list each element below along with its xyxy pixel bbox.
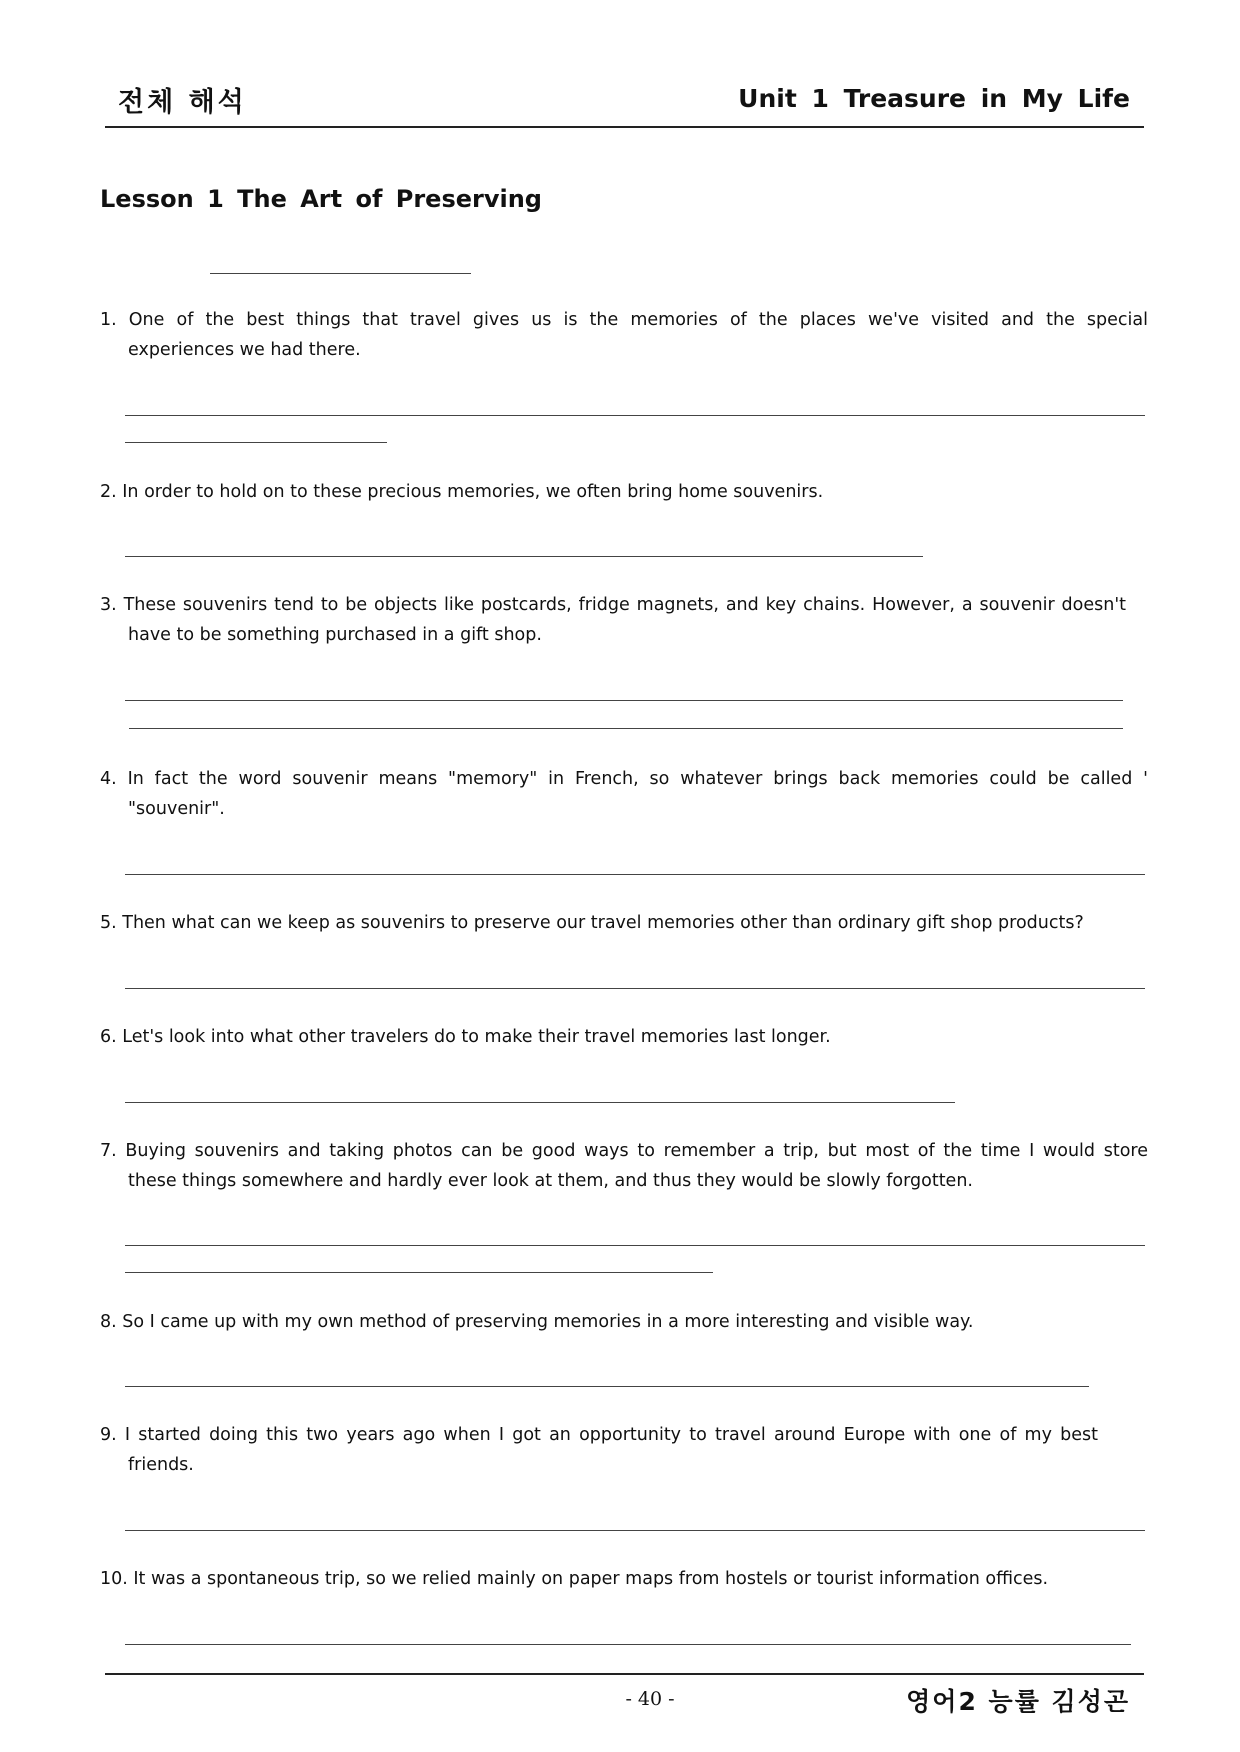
translation-blank-line[interactable] [125, 1102, 955, 1103]
translation-blank-line[interactable] [125, 442, 387, 443]
header-section-title: 전체 해석 [118, 87, 247, 118]
sentence-item-8 [100, 1307, 1148, 1337]
sentence-item-2 [100, 477, 1148, 507]
translation-blank-line[interactable] [125, 988, 1145, 989]
lesson-title: Lesson 1 The Art of Preserving [100, 185, 542, 213]
footer-author: 영어2 능률 김성곤 [906, 1687, 1130, 1716]
sentence-line: 1. One of the best things that travel gives us is the memories of the places we've visited and the special [100, 310, 1148, 330]
header-divider [105, 126, 1144, 128]
sentence-line: 6. Let's look into what other travelers do to make their travel memories last longer. [100, 1027, 831, 1047]
header-unit-title: Unit 1 Treasure in My Life [738, 84, 1130, 113]
translation-blank-line[interactable] [125, 1272, 713, 1273]
translation-blank-line[interactable] [125, 874, 1145, 875]
sentence-line: 4. In fact the word souvenir means "memory" in French, so whatever brings back memories could be called ' [100, 769, 1148, 789]
sentence-item-4 [100, 764, 1148, 824]
translation-blank-line[interactable] [125, 700, 1123, 701]
translation-blank-line[interactable] [125, 556, 923, 557]
sentence-line: "souvenir". [128, 799, 225, 819]
sentence-item-9 [100, 1420, 1098, 1480]
sentence-line: these things somewhere and hardly ever look at them, and thus they would be slowly forgotten. [128, 1171, 973, 1191]
sentence-line: 5. Then what can we keep as souvenirs to preserve our travel memories other than ordinary gift shop products? [100, 913, 1084, 933]
translation-blank-line[interactable] [125, 1245, 1145, 1246]
page-number: - 40 - [625, 1688, 675, 1710]
sentence-line: 7. Buying souvenirs and taking photos can be good ways to remember a trip, but most of the time I would store [100, 1141, 1148, 1161]
sentence-item-1 [100, 305, 1148, 365]
sentence-line: 3. These souvenirs tend to be objects like postcards, fridge magnets, and key chains. However, a souvenir doesn't [100, 595, 1126, 615]
sentence-item-5 [100, 908, 1148, 938]
sentence-item-10 [100, 1564, 1148, 1594]
sentence-line: have to be something purchased in a gift shop. [128, 625, 542, 645]
footer-divider [105, 1673, 1144, 1675]
sentence-line: friends. [128, 1455, 194, 1475]
translation-blank-line[interactable] [125, 1386, 1089, 1387]
sentence-line: experiences we had there. [128, 340, 361, 360]
sentence-item-7 [100, 1136, 1148, 1196]
sentence-line: 10. It was a spontaneous trip, so we relied mainly on paper maps from hostels or tourist information offices. [100, 1569, 1049, 1589]
sentence-item-6 [100, 1022, 1148, 1052]
translation-blank-line[interactable] [129, 728, 1123, 729]
title-blank-line [210, 273, 471, 274]
sentence-line: 2. In order to hold on to these precious memories, we often bring home souvenirs. [100, 482, 824, 502]
translation-blank-line[interactable] [125, 1530, 1145, 1531]
sentence-line: 9. I started doing this two years ago when I got an opportunity to travel around Europe with one of my best [100, 1425, 1098, 1445]
sentence-item-3 [100, 590, 1126, 650]
translation-blank-line[interactable] [125, 415, 1145, 416]
translation-blank-line[interactable] [125, 1644, 1131, 1645]
sentence-line: 8. So I came up with my own method of preserving memories in a more interesting and visible way. [100, 1312, 974, 1332]
